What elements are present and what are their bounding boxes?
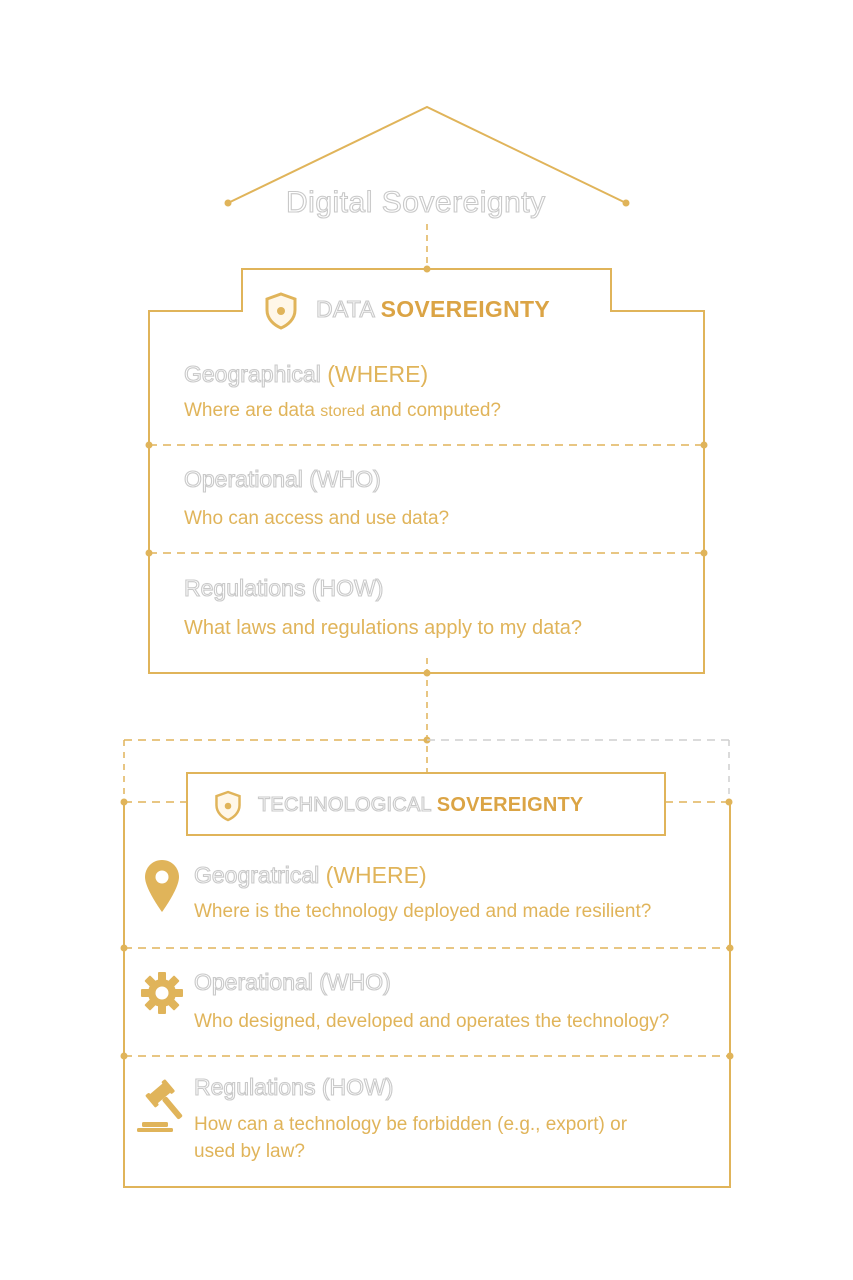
- tech-heading-part1: TECHNOLOGICAL: [258, 794, 432, 816]
- map-pin-icon: [143, 858, 181, 914]
- data-row-regulations-heading: Regulations (HOW): [184, 575, 384, 601]
- data-sovereignty-heading: [316, 296, 550, 323]
- row-heading: Geogratrical: [194, 862, 320, 888]
- data-row-regulations-question: What laws and regulations apply to my data?: [184, 617, 582, 639]
- data-heading-part1: DATA: [316, 296, 374, 322]
- data-row-geographical-question: [184, 400, 501, 422]
- tech-row-operational-heading: Operational (WHO): [194, 969, 391, 995]
- tech-heading-part2: SOVEREIGNTY: [436, 794, 584, 816]
- tech-row-geographical-question: Where is the technology deployed and made resilient?: [194, 901, 652, 922]
- question-part-a: Where are data: [184, 400, 315, 421]
- gavel-icon: [134, 1078, 190, 1134]
- tech-row-geographical-heading: [194, 862, 427, 889]
- gear-icon: [140, 971, 184, 1015]
- tech-sovereignty-heading: [258, 794, 583, 817]
- shield-icon: [214, 790, 242, 822]
- roof-node-right: [623, 200, 630, 207]
- tech-row-regulations-heading: Regulations (HOW): [194, 1074, 394, 1100]
- tech-row-operational-question: Who designed, developed and operates the technology?: [194, 1011, 670, 1032]
- diagram-title: Digital Sovereignty: [286, 186, 546, 219]
- data-heading-part2: SOVEREIGNTY: [380, 296, 551, 322]
- question-small: stored: [320, 403, 365, 420]
- row-heading: Geographical: [184, 361, 321, 387]
- data-row-operational-heading: Operational (WHO): [184, 466, 381, 492]
- row-tag: (WHERE): [325, 862, 427, 888]
- tech-row-regulations-question-line2: used by law?: [194, 1141, 305, 1162]
- data-row-operational-question: Who can access and use data?: [184, 508, 450, 529]
- tech-row-regulations-question-line1: How can a technology be forbidden (e.g., export) or: [194, 1114, 628, 1135]
- shield-icon: [264, 292, 298, 330]
- question-part-b: and computed?: [370, 400, 501, 421]
- data-bottom-node: [424, 670, 431, 677]
- row-tag: (WHERE): [327, 361, 429, 387]
- data-row-geographical-heading: [184, 361, 428, 388]
- roof-node-left: [225, 200, 232, 207]
